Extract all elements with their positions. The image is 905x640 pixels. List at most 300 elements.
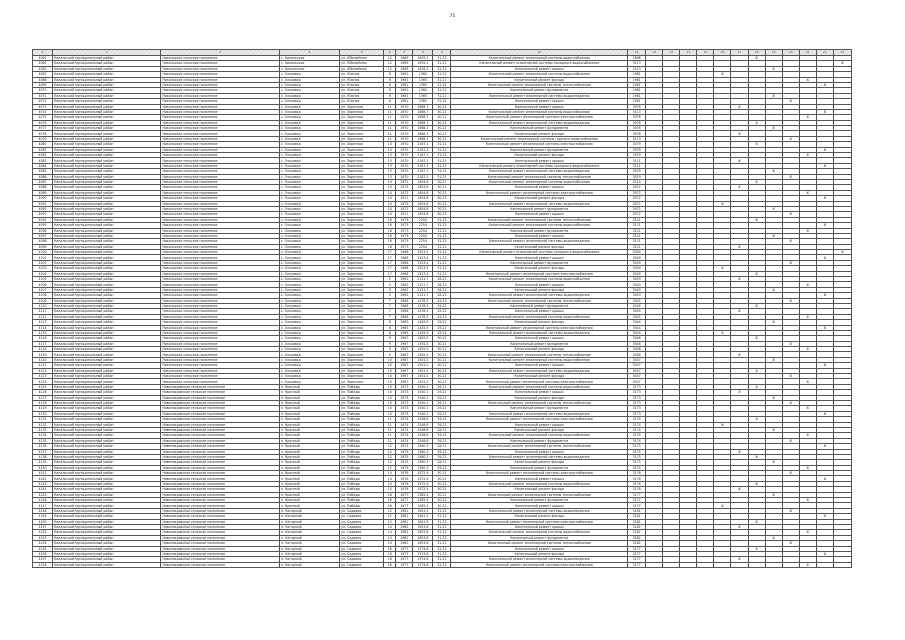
locality-cell: с. Ольховка [279, 352, 339, 357]
work-type-cell: Капитальный ремонт инженерной системы водоснабжения [451, 277, 628, 282]
settlement-cell: Никольское сельское поселение [161, 179, 279, 184]
street-cell: ул. Заречная [340, 142, 384, 147]
period-mark-cell: X [748, 142, 765, 147]
locality-cell: с. Ольховка [279, 287, 339, 292]
settlement-cell: Новопокровское сельское поселение [161, 514, 279, 519]
year-cell: 1970 [396, 104, 413, 109]
work-type-cell: Капитальный ремонт инженерной системы теплоснабжения [451, 174, 628, 179]
code-cell: 3182 [628, 530, 646, 535]
share-cell: 30.22 [433, 136, 451, 141]
code-cell: 3072 [628, 196, 646, 201]
column-header: 22 [816, 50, 833, 56]
settlement-cell: Никольское сельское поселение [161, 287, 279, 292]
share-cell: 29.22 [433, 444, 451, 449]
district-cell: Канальский муниципальный район [53, 217, 161, 222]
district-cell: Канальский муниципальный район [53, 519, 161, 524]
house-cell: 7 [384, 314, 396, 319]
district-cell: Канальский муниципальный район [53, 277, 161, 282]
period-mark-cell: X [748, 303, 765, 308]
locality-cell: п. Красный [279, 487, 339, 492]
year-cell: 1965 [396, 330, 413, 335]
area-cell: 1635.1 [413, 61, 433, 66]
street-cell: ул. Садовая [340, 541, 384, 546]
period-mark-cell: X [748, 546, 765, 551]
year-cell: 1969 [396, 56, 413, 61]
period-mark-cell: X [765, 320, 782, 325]
period-mark-cell: X [731, 131, 748, 136]
settlement-cell: Новопокровское сельское поселение [161, 422, 279, 427]
settlement-cell: Никольское сельское поселение [161, 293, 279, 298]
area-cell: 1628.1 [413, 66, 433, 71]
settlement-cell: Никольское сельское поселение [161, 196, 279, 201]
code-cell: 3045 [628, 303, 646, 308]
area-cell: 1641.5 [413, 514, 433, 519]
settlement-cell: Новопокровское сельское поселение [161, 492, 279, 497]
year-cell: 1967 [396, 368, 413, 373]
code-cell: 3174 [628, 417, 646, 422]
share-cell: 29.22 [433, 298, 451, 303]
work-type-cell: Капитальный ремонт фасада [451, 395, 628, 400]
settlement-cell: Никольское сельское поселение [161, 325, 279, 330]
year-cell: 1981 [396, 514, 413, 519]
share-cell: 30.22 [433, 363, 451, 368]
area-cell: 1478.3 [413, 314, 433, 319]
locality-cell: п. Красный [279, 422, 339, 427]
settlement-cell: Никольское сельское поселение [161, 298, 279, 303]
code-cell: 3177 [628, 546, 646, 551]
share-cell: 29.22 [433, 411, 451, 416]
column-header: 10 [451, 50, 628, 56]
row-number: 4099 [33, 244, 53, 249]
year-cell: 1970 [396, 153, 413, 158]
code-cell: 3047 [628, 379, 646, 384]
share-cell: 31.22 [433, 228, 451, 233]
area-cell: 1523.4 [413, 255, 433, 260]
year-cell: 1968 [396, 255, 413, 260]
year-cell: 1961 [396, 77, 413, 82]
area-cell: 1668.7 [413, 131, 433, 136]
house-cell: 6 [384, 72, 396, 77]
year-cell: 1982 [396, 524, 413, 529]
year-cell: 1969 [396, 61, 413, 66]
district-cell: Канальский муниципальный район [53, 330, 161, 335]
row-number: 4073 [33, 104, 53, 109]
area-cell: 1445.9 [413, 325, 433, 330]
district-cell: Канальский муниципальный район [53, 266, 161, 271]
house-cell: 12 [384, 449, 396, 454]
street-cell: ул. Заречная [340, 330, 384, 335]
work-type-cell: Капитальный ремонт инженерной системы водоснабжения [451, 109, 628, 114]
work-type-cell: Капитальный ремонт инженерной системы водоснабжения [451, 314, 628, 319]
street-cell: ул. Победы [340, 460, 384, 465]
year-cell: 1970 [396, 120, 413, 125]
house-cell: 16 [384, 503, 396, 508]
column-header: 13 [663, 50, 680, 56]
locality-cell: п. Красный [279, 498, 339, 503]
house-cell: 10 [384, 379, 396, 384]
locality-cell: п. Нагорный [279, 551, 339, 556]
area-cell: 1548.6 [413, 427, 433, 432]
street-cell: ул. Заречная [340, 357, 384, 362]
settlement-cell: Новопокровское сельское поселение [161, 390, 279, 395]
house-cell: 9 [384, 347, 396, 352]
house-cell: 14 [384, 179, 396, 184]
area-cell: 1585.4 [413, 498, 433, 503]
share-cell: 30.22 [433, 104, 451, 109]
row-number: 4090 [33, 196, 53, 201]
street-cell: ул. Победы [340, 438, 384, 443]
row-number: 4114 [33, 325, 53, 330]
district-cell: Канальский муниципальный район [53, 341, 161, 346]
code-cell: 3079 [628, 169, 646, 174]
area-cell: 1492.5 [413, 352, 433, 357]
work-type-cell: Капитальный ремонт крыши [451, 233, 628, 238]
locality-cell: с. Ольховка [279, 131, 339, 136]
house-cell: 10 [384, 374, 396, 379]
code-cell: 3175 [628, 449, 646, 454]
code-cell: 3213 [628, 61, 646, 66]
work-type-cell: Капитальный ремонт крыши [451, 104, 628, 109]
street-cell: ул. Заречная [340, 320, 384, 325]
period-mark-cell: X [799, 498, 816, 503]
work-type-cell: Капитальный ремонт инженерной системы водоотведения [451, 120, 628, 125]
period-mark-cell: X [765, 427, 782, 432]
locality-cell: с. Ольховка [279, 336, 339, 341]
house-cell: 17 [384, 255, 396, 260]
row-number: 4137 [33, 449, 53, 454]
code-cell: 3182 [628, 535, 646, 540]
code-cell: 3174 [628, 438, 646, 443]
settlement-cell: Никольское сельское поселение [161, 82, 279, 87]
column-header: 12 [646, 50, 663, 56]
locality-cell: п. Красный [279, 390, 339, 395]
area-cell: 1585.4 [413, 503, 433, 508]
row-number: 4109 [33, 298, 53, 303]
house-cell: 16 [384, 217, 396, 222]
period-mark-cell: X [799, 433, 816, 438]
area-cell: 1365 [413, 88, 433, 93]
street-cell: ул. Заречная [340, 368, 384, 373]
row-number: 4104 [33, 271, 53, 276]
row-number: 4158 [33, 562, 53, 567]
street-cell: ул. Заречная [340, 277, 384, 282]
period-mark-cell [816, 562, 833, 567]
street-cell: ул. Садовая [340, 530, 384, 535]
house-cell: 14 [384, 201, 396, 206]
settlement-cell: Никольское сельское поселение [161, 314, 279, 319]
period-mark-cell: X [816, 163, 833, 168]
area-cell: 2167.1 [413, 158, 433, 163]
area-cell: 1574.6 [413, 557, 433, 562]
year-cell: 1962 [396, 282, 413, 287]
share-cell: 30.22 [433, 109, 451, 114]
share-cell: 31.22 [433, 66, 451, 71]
year-cell: 1975 [396, 454, 413, 459]
year-cell: 1973 [396, 406, 413, 411]
row-number: 4077 [33, 126, 53, 131]
district-cell: Канальский муниципальный район [53, 287, 161, 292]
street-cell: ул. Заречная [340, 336, 384, 341]
code-cell: 3044 [628, 320, 646, 325]
settlement-cell: Никольское сельское поселение [161, 233, 279, 238]
work-type-cell: Капитальный ремонт инженерной системы электроснабжения [451, 190, 628, 195]
share-cell: 30.22 [433, 212, 451, 217]
street-cell: ул. Заречная [340, 109, 384, 114]
settlement-cell: Никольское сельское поселение [161, 260, 279, 265]
row-number: 4112 [33, 314, 53, 319]
period-mark-cell: X [799, 77, 816, 82]
work-type-cell: Капитальный ремонт инженерной системы теплоснабжения [451, 492, 628, 497]
street-cell: ул. Победы [340, 444, 384, 449]
area-cell: 1445.9 [413, 320, 433, 325]
house-cell: 17 [384, 271, 396, 276]
code-cell: 3046 [628, 341, 646, 346]
settlement-cell: Новопокровское сельское поселение [161, 481, 279, 486]
code-cell: 3177 [628, 551, 646, 556]
share-cell: 31.22 [433, 524, 451, 529]
column-header: 23 [833, 50, 851, 56]
year-cell: 1968 [396, 271, 413, 276]
row-number: 4139 [33, 460, 53, 465]
year-cell: 1970 [396, 131, 413, 136]
share-cell: 31.22 [433, 551, 451, 556]
area-cell: 1572.9 [413, 481, 433, 486]
year-cell: 1982 [396, 530, 413, 535]
row-number: 4088 [33, 185, 53, 190]
settlement-cell: Никольское сельское поселение [161, 223, 279, 228]
district-cell: Канальский муниципальный район [53, 201, 161, 206]
district-cell: Канальский муниципальный район [53, 314, 161, 319]
year-cell: 1972 [396, 212, 413, 217]
settlement-cell: Никольское сельское поселение [161, 255, 279, 260]
area-cell: 1668.7 [413, 104, 433, 109]
district-cell: Канальский муниципальный район [53, 422, 161, 427]
column-header: 20 [782, 50, 799, 56]
table-row [33, 562, 852, 567]
work-type-cell: Капитальный ремонт крыши [451, 336, 628, 341]
district-cell: Канальский муниципальный район [53, 196, 161, 201]
house-cell: 6 [384, 93, 396, 98]
work-type-cell: Капитальный ремонт инженерной системы водоснабжения [451, 481, 628, 486]
settlement-cell: Никольское сельское поселение [161, 357, 279, 362]
area-cell: 1365 [413, 72, 433, 77]
locality-cell: п. Красный [279, 460, 339, 465]
street-cell: ул. Победы [340, 433, 384, 438]
settlement-cell: Никольское сельское поселение [161, 109, 279, 114]
share-cell: 31.22 [433, 142, 451, 147]
street-cell: ул. Заречная [340, 250, 384, 255]
share-cell: 28.22 [433, 293, 451, 298]
area-cell: 1501.2 [413, 379, 433, 384]
year-cell: 1975 [396, 444, 413, 449]
district-cell: Канальский муниципальный район [53, 153, 161, 158]
area-cell: 1523.4 [413, 266, 433, 271]
street-cell: ул. Садовая [340, 514, 384, 519]
street-cell: ул. Победы [340, 411, 384, 416]
period-mark-cell: X [765, 287, 782, 292]
code-cell: 3072 [628, 201, 646, 206]
settlement-cell: Никольское сельское поселение [161, 239, 279, 244]
district-cell: Канальский муниципальный район [53, 126, 161, 131]
share-cell: 31.22 [433, 56, 451, 61]
settlement-cell: Никольское сельское поселение [161, 147, 279, 152]
period-mark-cell: X [731, 185, 748, 190]
district-cell: Канальский муниципальный район [53, 212, 161, 217]
street-cell: ул. Заречная [340, 309, 384, 314]
share-cell: 29.22 [433, 401, 451, 406]
house-cell: 16 [384, 546, 396, 551]
share-cell: 30.22 [433, 201, 451, 206]
work-type-cell: Капитальный ремонт крыши [451, 524, 628, 529]
work-type-cell: Капитальный ремонт инженерной системы холодного водоснабжения [451, 163, 628, 168]
settlement-cell: Никольское сельское поселение [161, 56, 279, 61]
work-type-cell: Капитальный ремонт инженерной системы электроснабжения [451, 271, 628, 276]
street-cell: ул. Заречная [340, 174, 384, 179]
code-cell: 3076 [628, 131, 646, 136]
house-cell: 16 [384, 244, 396, 249]
period-mark-cell: X [748, 336, 765, 341]
area-cell: 1654.8 [413, 179, 433, 184]
area-cell: 2254 [413, 223, 433, 228]
code-cell: 3111 [628, 163, 646, 168]
district-cell: Канальский муниципальный район [53, 82, 161, 87]
work-type-cell: Капитальный ремонт фасада [451, 427, 628, 432]
row-number: 4152 [33, 530, 53, 535]
street-cell: ул. Заречная [340, 120, 384, 125]
share-cell: 30.22 [433, 487, 451, 492]
code-cell: 3076 [628, 126, 646, 131]
house-cell: 11 [384, 438, 396, 443]
year-cell: 1972 [396, 179, 413, 184]
district-cell: Канальский муниципальный район [53, 255, 161, 260]
settlement-cell: Новопокровское сельское поселение [161, 460, 279, 465]
row-number: 4125 [33, 384, 53, 389]
code-cell: 3176 [628, 487, 646, 492]
settlement-cell: Никольское сельское поселение [161, 271, 279, 276]
area-cell: 1540.1 [413, 401, 433, 406]
house-cell: 5 [384, 282, 396, 287]
street-cell: ул. Заречная [340, 303, 384, 308]
year-cell: 1973 [396, 228, 413, 233]
street-cell: ул. Победы [340, 384, 384, 389]
code-cell: 3174 [628, 433, 646, 438]
locality-cell: с. Ольховка [279, 185, 339, 190]
area-cell: 1560.3 [413, 460, 433, 465]
share-cell: 30.22 [433, 179, 451, 184]
row-number: 4101 [33, 255, 53, 260]
year-cell: 1977 [396, 557, 413, 562]
house-cell: 12 [384, 465, 396, 470]
period-mark-cell: X [782, 212, 799, 217]
house-cell: 16 [384, 498, 396, 503]
district-cell: Канальский муниципальный район [53, 271, 161, 276]
locality-cell: п. Красный [279, 481, 339, 486]
work-type-cell: Капитальный ремонт крыши [451, 66, 628, 71]
locality-cell: с. Ольховка [279, 228, 339, 233]
row-number: 4117 [33, 341, 53, 346]
work-type-cell: Капитальный ремонт инженерной системы водоотведения [451, 411, 628, 416]
column-header: 9 [433, 50, 451, 56]
street-cell: ул. Заречная [340, 282, 384, 287]
work-type-cell: Капитальный ремонт инженерной системы теплоснабжения [451, 444, 628, 449]
area-cell: 1654.8 [413, 201, 433, 206]
locality-cell: с. Ольховка [279, 158, 339, 163]
share-cell: 31.22 [433, 244, 451, 249]
locality-cell: с. Ольховка [279, 320, 339, 325]
share-cell: 31.22 [433, 266, 451, 271]
row-number: 4134 [33, 433, 53, 438]
year-cell: 1973 [396, 411, 413, 416]
year-cell: 1976 [396, 471, 413, 476]
locality-cell: п. Красный [279, 465, 339, 470]
area-cell: 1653.8 [413, 530, 433, 535]
code-cell: 3175 [628, 454, 646, 459]
year-cell: 1967 [396, 363, 413, 368]
locality-cell: с. Ольховка [279, 109, 339, 114]
settlement-cell: Новопокровское сельское поселение [161, 546, 279, 551]
street-cell: ул. Победы [340, 422, 384, 427]
share-cell: 30.22 [433, 190, 451, 195]
house-cell: 16 [384, 551, 396, 556]
house-cell: 11 [384, 422, 396, 427]
house-cell: 14 [384, 487, 396, 492]
work-type-cell: Капитальный ремонт инженерной системы водоснабжения [451, 357, 628, 362]
row-number: 4149 [33, 514, 53, 519]
work-type-cell: Капитальный ремонт инженерной системы водоотведения [451, 239, 628, 244]
district-cell: Канальский муниципальный район [53, 325, 161, 330]
street-cell: ул. Победы [340, 449, 384, 454]
street-cell: ул. Юбилейная [340, 61, 384, 66]
period-mark-cell: X [731, 557, 748, 562]
year-cell: 1973 [396, 217, 413, 222]
house-cell: 10 [384, 411, 396, 416]
code-cell: 3121 [628, 228, 646, 233]
street-cell: ул. Южная [340, 77, 384, 82]
period-mark-cell: X [782, 508, 799, 513]
area-cell: 1654.8 [413, 185, 433, 190]
code-cell: 3079 [628, 147, 646, 152]
column-header: 8 [413, 50, 433, 56]
work-type-cell: Капитальный ремонт фундамента [451, 438, 628, 443]
settlement-cell: Новопокровское сельское поселение [161, 449, 279, 454]
street-cell: ул. Южная [340, 93, 384, 98]
house-cell: 7 [384, 309, 396, 314]
row-number: 4127 [33, 395, 53, 400]
year-cell: 1970 [396, 169, 413, 174]
locality-cell: с. Ольховка [279, 163, 339, 168]
code-cell: 3176 [628, 481, 646, 486]
year-cell: 1977 [396, 503, 413, 508]
house-cell: 7 [384, 298, 396, 303]
period-mark-cell: X [816, 147, 833, 152]
settlement-cell: Никольское сельское поселение [161, 320, 279, 325]
share-cell: 31.22 [433, 255, 451, 260]
share-cell: 29.22 [433, 330, 451, 335]
work-type-cell: Капитальный ремонт инженерной системы водоснабжения [451, 384, 628, 389]
share-cell: 30.22 [433, 481, 451, 486]
settlement-cell: Никольское сельское поселение [161, 142, 279, 147]
area-cell: 1668.7 [413, 109, 433, 114]
locality-cell: с. Ольховка [279, 244, 339, 249]
settlement-cell: Никольское сельское поселение [161, 66, 279, 71]
period-mark-cell: X [816, 223, 833, 228]
district-cell: Канальский муниципальный район [53, 384, 161, 389]
row-number: 4105 [33, 277, 53, 282]
work-type-cell: Капитальный ремонт инженерной системы электроснабжения [451, 471, 628, 476]
capital-repair-table [32, 49, 852, 568]
row-number: 4133 [33, 427, 53, 432]
street-cell: ул. Заречная [340, 341, 384, 346]
